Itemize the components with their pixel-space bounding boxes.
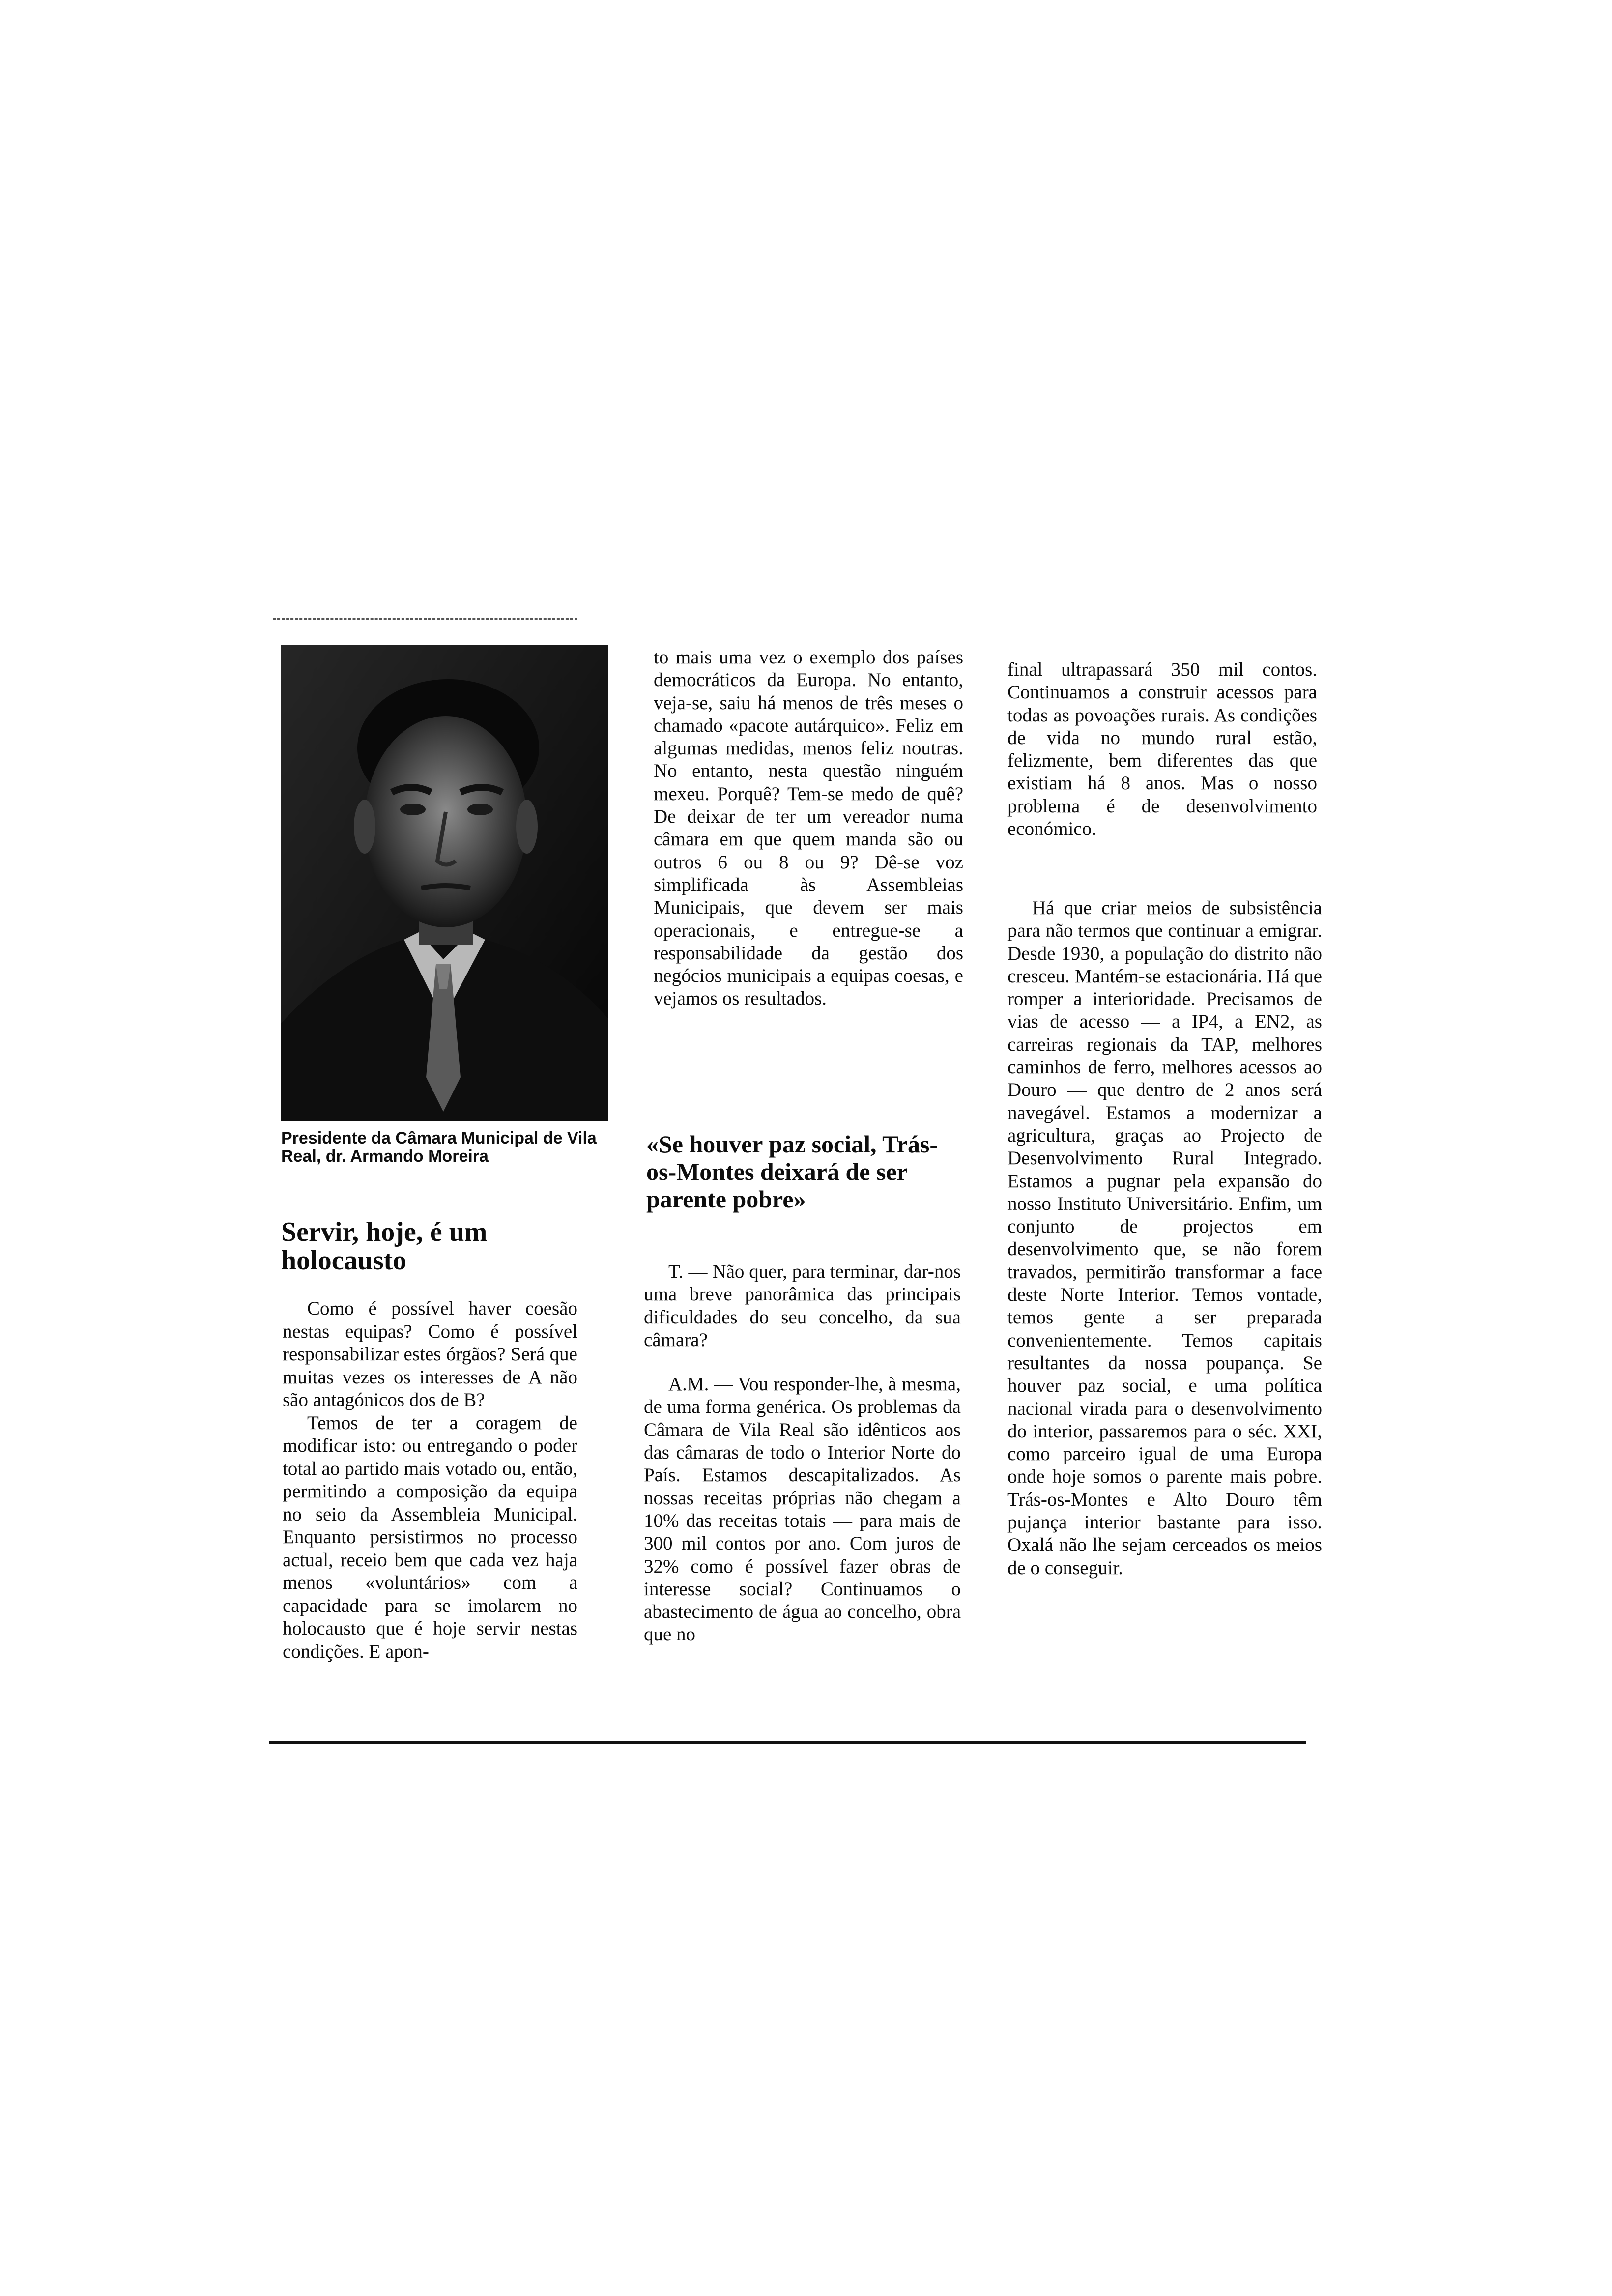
interview-text — [644, 1261, 961, 1646]
column-1-text — [283, 1297, 577, 1663]
paragraph: Como é possível haver coesão nestas equipas? Como é possível responsabilizar estes órgãos? Será que muitas vezes os interesses de A não são antagónicos dos de B? — [283, 1298, 577, 1410]
interview-answer: A.M. — Vou responder-lhe, à mesma, de uma forma genérica. Os problemas da Câmara de Vila Real são idênticos aos das câmaras de todo o Interior Norte do País. Estamos descapitalizados. As nossas receitas próprias não chegam a 10% das receitas totais — para mais de 300 mil contos por ano. Com juros de 32% como é possível fazer obras de interesse social? Continuamos o abastecimento de água ao concelho, obra que no — [644, 1374, 961, 1645]
top-divider — [273, 618, 577, 623]
bottom-divider — [269, 1741, 1306, 1744]
section-headline: Servir, hoje, é um holocausto — [281, 1217, 488, 1276]
column-3-text-continued — [1008, 897, 1322, 1579]
column-3-text — [1008, 659, 1317, 840]
photo-caption: Presidente da Câmara Municipal de Vila Real, dr. Armando Moreira — [281, 1129, 597, 1166]
paragraph: to mais uma vez o exemplo dos países democráticos da Europa. No entanto, veja-se, saiu há menos de três meses o chamado «pacote autárquico». Feliz em algumas medidas, menos feliz noutras. No entanto, nesta questão ninguém mexeu. Porquê? Tem-se medo de quê? De deixar de ter um vereador numa câmara em que quem manda são ou outros 6 ou 8 ou 9? Dê-se voz simplificada às Assembleias Municipais, que devem ser mais operacionais, e entregue-se a responsabilidade da gestão dos negócios municipais a equipas coesas, e vejamos os resultados. — [654, 647, 963, 1009]
portrait-photo — [281, 645, 608, 1121]
paragraph: Há que criar meios de subsistência para não termos que continuar a emigrar. Desde 1930, a população do distrito não cresceu. Mantém-se estacionária. Há que romper a interioridade. Precisamos de vias de acesso — a IP4, a EN2, as carreiras regionais da TAP, melhores caminhos de ferro, melhores acessos ao Douro — que dentro de 2 anos será navegável. Estamos a modernizar a agricultura, graças ao Projecto de Desenvolvimento Rural Integrado. Estamos a pugnar pela expansão do nosso Instituto Universitário. Enfim, um conjunto de projectos em desenvolvimento que, se não forem travados, permitirão transformar a face deste Norte Interior. Temos vontade, temos gente a ser preparada convenientemente. Temos capitais resultantes da nossa poupança. Se houver paz social, e uma política nacional virada para o desenvolvimento do interior, passaremos para o séc. XXI, como parceiro igual de uma Europa onde hoje somos o parente mais pobre. Trás-os-Montes e Alto Douro têm pujança interior bastante para isso. Oxalá não lhe sejam cerceados os meios de o conseguir. — [1008, 897, 1322, 1578]
paragraph: Temos de ter a coragem de modificar isto: ou entregando o poder total ao partido mais votado ou, então, permitindo a composição da equipa no seio da Assembleia Municipal. Enquanto persistirmos no processo actual, receio bem que cada vez haja menos «voluntários» com a capacidade para se imolarem no holocausto que é hoje servir nestas condições. E apon- — [283, 1412, 577, 1662]
interview-headline: «Se houver paz social, Trás-os-Montes deixará de ser parente pobre» — [646, 1130, 938, 1213]
column-2-text — [654, 646, 963, 1010]
interview-question: T. — Não quer, para terminar, dar-nos uma breve panorâmica das principais dificuldades do seu concelho, da sua câmara? — [644, 1261, 961, 1350]
paragraph: final ultrapassará 350 mil contos. Continuamos a construir acessos para todas as povoações rurais. As condições de vida no mundo rural estão, felizmente, bem diferentes das que existiam há 8 anos. Mas o nosso problema é de desenvolvimento económico. — [1008, 659, 1317, 840]
